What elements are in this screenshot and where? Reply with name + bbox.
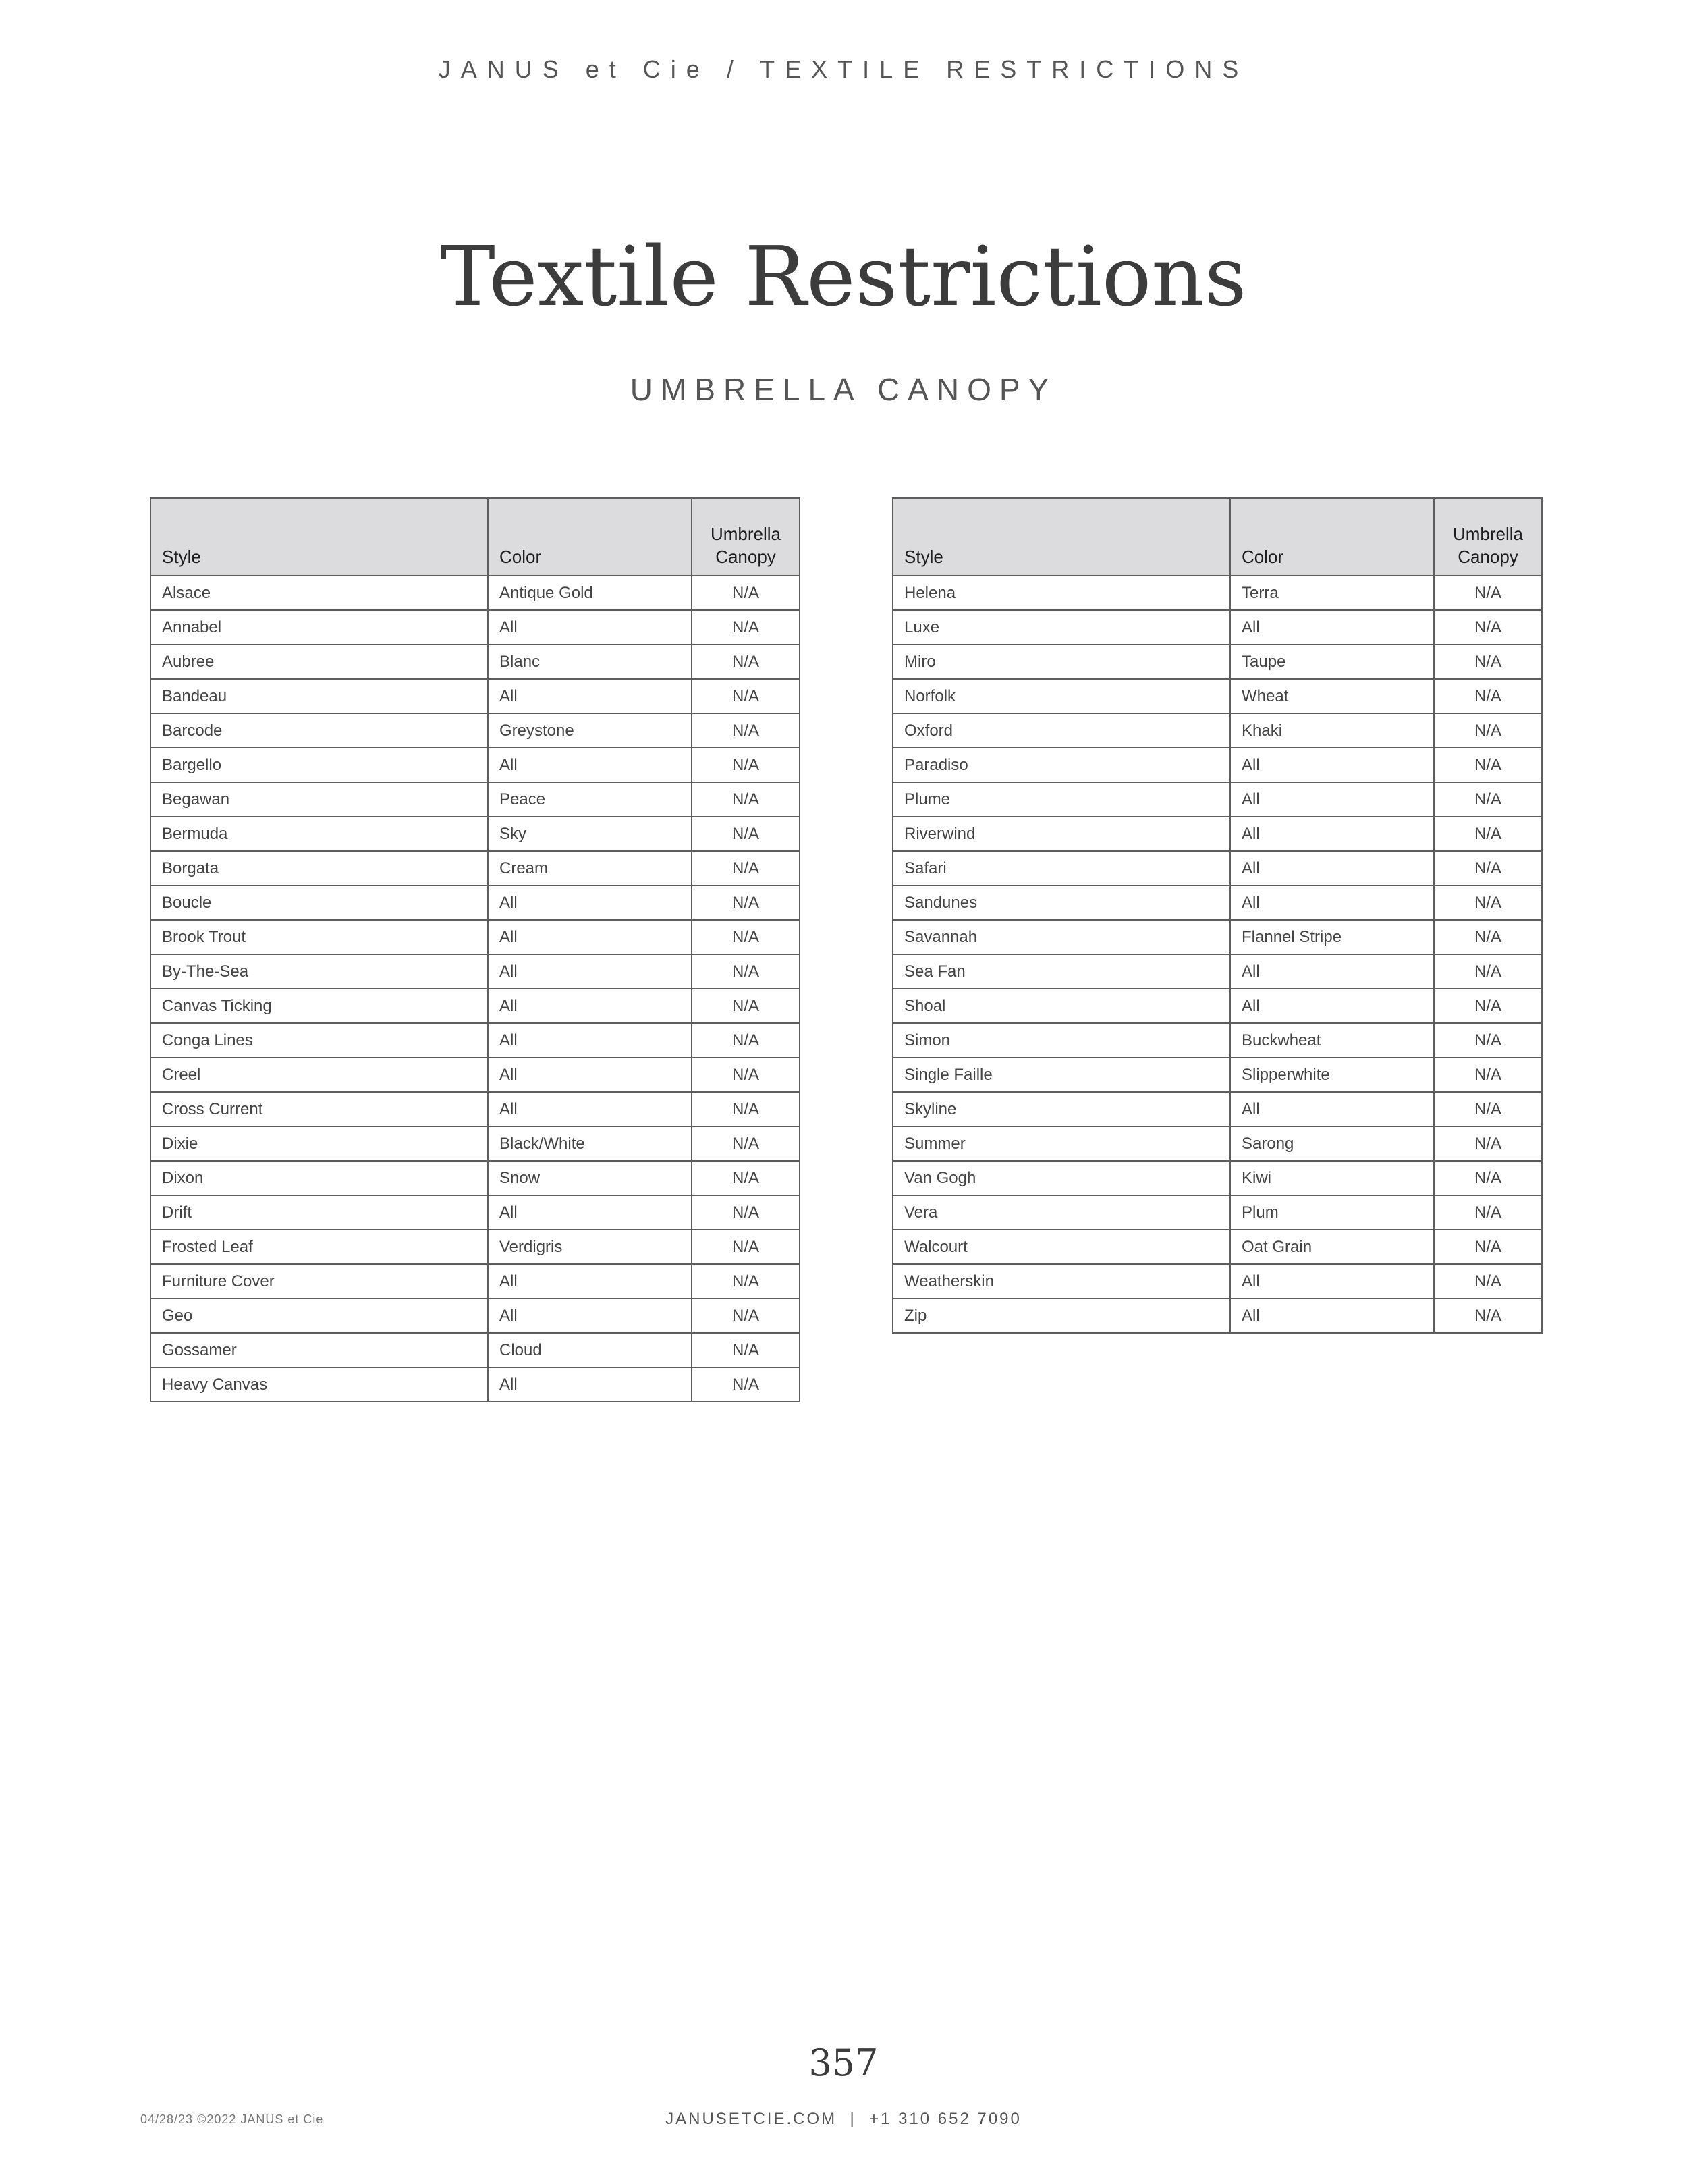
cell-color: All xyxy=(1230,817,1434,851)
table-row xyxy=(893,885,1542,920)
cell-umbrella-canopy: N/A xyxy=(1434,851,1542,885)
cell-style: Brook Trout xyxy=(150,920,488,954)
cell-color: Slipperwhite xyxy=(1230,1058,1434,1092)
cell-color: All xyxy=(488,1092,692,1126)
table-row xyxy=(893,1126,1542,1161)
table-row xyxy=(150,576,800,610)
cell-color: All xyxy=(488,1023,692,1058)
cell-color: Cloud xyxy=(488,1333,692,1367)
table-row xyxy=(150,1230,800,1264)
cell-style: Vera xyxy=(893,1195,1230,1230)
page-subtitle: UMBRELLA CANOPY xyxy=(630,372,1057,407)
cell-color: Oat Grain xyxy=(1230,1230,1434,1264)
cell-color: Black/White xyxy=(488,1126,692,1161)
cell-umbrella-canopy: N/A xyxy=(692,1195,800,1230)
cell-style: Savannah xyxy=(893,920,1230,954)
cell-umbrella-canopy: N/A xyxy=(1434,1195,1542,1230)
table-row xyxy=(893,1195,1542,1230)
cell-style: Norfolk xyxy=(893,679,1230,713)
table-row xyxy=(893,817,1542,851)
cell-color: All xyxy=(488,1195,692,1230)
table-row xyxy=(150,713,800,748)
cell-umbrella-canopy: N/A xyxy=(1434,1230,1542,1264)
table-row xyxy=(150,1023,800,1058)
table-row xyxy=(150,1299,800,1333)
cell-style: Bargello xyxy=(150,748,488,782)
table-row xyxy=(150,817,800,851)
table-row xyxy=(893,1230,1542,1264)
table-header-row xyxy=(150,498,800,576)
cell-color: Peace xyxy=(488,782,692,817)
cell-umbrella-canopy: N/A xyxy=(1434,645,1542,679)
table-row xyxy=(893,782,1542,817)
table-row xyxy=(893,1058,1542,1092)
cell-style: Annabel xyxy=(150,610,488,645)
cell-style: Sandunes xyxy=(893,885,1230,920)
cell-style: Alsace xyxy=(150,576,488,610)
table-row xyxy=(893,610,1542,645)
table-row xyxy=(150,989,800,1023)
cell-style: Single Faille xyxy=(893,1058,1230,1092)
table-row xyxy=(150,851,800,885)
table-body xyxy=(893,576,1542,1333)
cell-color: All xyxy=(1230,782,1434,817)
cell-color: All xyxy=(488,989,692,1023)
cell-style: Drift xyxy=(150,1195,488,1230)
cell-color: Snow xyxy=(488,1161,692,1195)
cell-color: Wheat xyxy=(1230,679,1434,713)
table-row xyxy=(893,1023,1542,1058)
cell-umbrella-canopy: N/A xyxy=(692,610,800,645)
footer-date-copyright: 04/28/23 ©2022 JANUS et Cie xyxy=(140,2112,324,2126)
cell-style: Walcourt xyxy=(893,1230,1230,1264)
cell-color: All xyxy=(488,954,692,989)
cell-style: Bandeau xyxy=(150,679,488,713)
column-header-umbrella-canopy: Umbrella Canopy xyxy=(1434,498,1542,576)
cell-umbrella-canopy: N/A xyxy=(692,1023,800,1058)
table-row xyxy=(150,1333,800,1367)
cell-style: Bermuda xyxy=(150,817,488,851)
cell-color: Taupe xyxy=(1230,645,1434,679)
cell-style: Cross Current xyxy=(150,1092,488,1126)
cell-style: Riverwind xyxy=(893,817,1230,851)
cell-color: All xyxy=(488,1058,692,1092)
cell-color: All xyxy=(1230,1299,1434,1333)
cell-umbrella-canopy: N/A xyxy=(692,851,800,885)
cell-umbrella-canopy: N/A xyxy=(692,989,800,1023)
cell-color: Blanc xyxy=(488,645,692,679)
cell-style: Creel xyxy=(150,1058,488,1092)
cell-style: Oxford xyxy=(893,713,1230,748)
cell-umbrella-canopy: N/A xyxy=(1434,1161,1542,1195)
cell-style: Furniture Cover xyxy=(150,1264,488,1299)
table-row xyxy=(893,645,1542,679)
cell-umbrella-canopy: N/A xyxy=(692,1299,800,1333)
table-row xyxy=(150,1126,800,1161)
cell-umbrella-canopy: N/A xyxy=(1434,610,1542,645)
cell-umbrella-canopy: N/A xyxy=(692,1264,800,1299)
cell-style: Canvas Ticking xyxy=(150,989,488,1023)
cell-color: Cream xyxy=(488,851,692,885)
restrictions-table-left xyxy=(150,497,800,1402)
table-body xyxy=(150,576,800,1402)
column-header-style: Style xyxy=(893,498,1230,576)
table-row xyxy=(150,679,800,713)
cell-umbrella-canopy: N/A xyxy=(692,1333,800,1367)
cell-umbrella-canopy: N/A xyxy=(692,1230,800,1264)
cell-style: Summer xyxy=(893,1126,1230,1161)
cell-umbrella-canopy: N/A xyxy=(1434,1264,1542,1299)
table-row xyxy=(150,920,800,954)
cell-umbrella-canopy: N/A xyxy=(692,1126,800,1161)
cell-umbrella-canopy: N/A xyxy=(1434,1058,1542,1092)
cell-umbrella-canopy: N/A xyxy=(1434,713,1542,748)
cell-style: Skyline xyxy=(893,1092,1230,1126)
table-row xyxy=(150,610,800,645)
table-row xyxy=(150,1058,800,1092)
cell-color: All xyxy=(488,885,692,920)
table-row xyxy=(150,748,800,782)
cell-color: All xyxy=(1230,748,1434,782)
table-row xyxy=(150,645,800,679)
cell-color: All xyxy=(488,1264,692,1299)
running-header: JANUS et Cie / TEXTILE RESTRICTIONS xyxy=(438,55,1249,83)
cell-color: All xyxy=(1230,1092,1434,1126)
cell-umbrella-canopy: N/A xyxy=(1434,954,1542,989)
cell-style: Van Gogh xyxy=(893,1161,1230,1195)
table-row xyxy=(150,1367,800,1402)
cell-umbrella-canopy: N/A xyxy=(1434,1126,1542,1161)
cell-umbrella-canopy: N/A xyxy=(1434,920,1542,954)
cell-color: All xyxy=(488,679,692,713)
table-row xyxy=(150,1264,800,1299)
cell-color: Sarong xyxy=(1230,1126,1434,1161)
table-row xyxy=(893,576,1542,610)
cell-color: Plum xyxy=(1230,1195,1434,1230)
cell-color: All xyxy=(1230,851,1434,885)
cell-color: Kiwi xyxy=(1230,1161,1434,1195)
cell-umbrella-canopy: N/A xyxy=(1434,989,1542,1023)
column-header-color: Color xyxy=(1230,498,1434,576)
cell-umbrella-canopy: N/A xyxy=(692,1058,800,1092)
column-header-color: Color xyxy=(488,498,692,576)
cell-style: Simon xyxy=(893,1023,1230,1058)
cell-umbrella-canopy: N/A xyxy=(692,1092,800,1126)
cell-style: Gossamer xyxy=(150,1333,488,1367)
cell-style: Barcode xyxy=(150,713,488,748)
table-row xyxy=(893,679,1542,713)
table-row xyxy=(893,748,1542,782)
table-row xyxy=(150,1195,800,1230)
cell-umbrella-canopy: N/A xyxy=(692,1367,800,1402)
cell-color: All xyxy=(488,1367,692,1402)
footer-contact: JANUSETCIE.COM | +1 310 652 7090 xyxy=(665,2110,1022,2128)
cell-color: All xyxy=(1230,1264,1434,1299)
cell-umbrella-canopy: N/A xyxy=(692,920,800,954)
cell-color: All xyxy=(1230,954,1434,989)
cell-umbrella-canopy: N/A xyxy=(1434,885,1542,920)
table-row xyxy=(893,1161,1542,1195)
table-header-row xyxy=(893,498,1542,576)
cell-color: Terra xyxy=(1230,576,1434,610)
cell-color: All xyxy=(488,920,692,954)
cell-color: Buckwheat xyxy=(1230,1023,1434,1058)
cell-umbrella-canopy: N/A xyxy=(1434,679,1542,713)
cell-style: Begawan xyxy=(150,782,488,817)
cell-umbrella-canopy: N/A xyxy=(692,713,800,748)
table-row xyxy=(893,1299,1542,1333)
table-row xyxy=(893,1264,1542,1299)
page-title: Textile Restrictions xyxy=(440,229,1247,325)
table-row xyxy=(150,1161,800,1195)
table-row xyxy=(150,885,800,920)
cell-style: Conga Lines xyxy=(150,1023,488,1058)
cell-style: Luxe xyxy=(893,610,1230,645)
cell-umbrella-canopy: N/A xyxy=(692,645,800,679)
cell-color: Antique Gold xyxy=(488,576,692,610)
page-number: 357 xyxy=(808,2042,879,2084)
cell-style: Paradiso xyxy=(893,748,1230,782)
cell-style: Boucle xyxy=(150,885,488,920)
cell-color: All xyxy=(1230,610,1434,645)
table-row xyxy=(893,713,1542,748)
cell-color: All xyxy=(488,748,692,782)
cell-umbrella-canopy: N/A xyxy=(692,679,800,713)
cell-color: Verdigris xyxy=(488,1230,692,1264)
cell-style: Dixie xyxy=(150,1126,488,1161)
cell-color: Flannel Stripe xyxy=(1230,920,1434,954)
cell-umbrella-canopy: N/A xyxy=(692,576,800,610)
cell-style: Miro xyxy=(893,645,1230,679)
cell-umbrella-canopy: N/A xyxy=(1434,748,1542,782)
cell-style: Safari xyxy=(893,851,1230,885)
cell-style: By-The-Sea xyxy=(150,954,488,989)
cell-color: All xyxy=(1230,885,1434,920)
table-row xyxy=(150,954,800,989)
cell-style: Plume xyxy=(893,782,1230,817)
table-row xyxy=(893,1092,1542,1126)
cell-color: Khaki xyxy=(1230,713,1434,748)
table-row xyxy=(893,989,1542,1023)
cell-umbrella-canopy: N/A xyxy=(1434,1092,1542,1126)
cell-color: Greystone xyxy=(488,713,692,748)
cell-style: Dixon xyxy=(150,1161,488,1195)
table-row xyxy=(893,851,1542,885)
cell-umbrella-canopy: N/A xyxy=(692,782,800,817)
cell-umbrella-canopy: N/A xyxy=(692,1161,800,1195)
cell-style: Shoal xyxy=(893,989,1230,1023)
table-row xyxy=(150,1092,800,1126)
column-header-umbrella-canopy: Umbrella Canopy xyxy=(692,498,800,576)
cell-umbrella-canopy: N/A xyxy=(1434,1023,1542,1058)
cell-style: Helena xyxy=(893,576,1230,610)
cell-style: Heavy Canvas xyxy=(150,1367,488,1402)
cell-umbrella-canopy: N/A xyxy=(1434,1299,1542,1333)
cell-umbrella-canopy: N/A xyxy=(692,954,800,989)
table-row xyxy=(893,954,1542,989)
cell-style: Frosted Leaf xyxy=(150,1230,488,1264)
cell-style: Weatherskin xyxy=(893,1264,1230,1299)
cell-umbrella-canopy: N/A xyxy=(1434,576,1542,610)
cell-color: All xyxy=(488,1299,692,1333)
column-header-style: Style xyxy=(150,498,488,576)
cell-style: Borgata xyxy=(150,851,488,885)
table-row xyxy=(150,782,800,817)
cell-umbrella-canopy: N/A xyxy=(1434,782,1542,817)
cell-umbrella-canopy: N/A xyxy=(692,885,800,920)
cell-color: All xyxy=(488,610,692,645)
cell-umbrella-canopy: N/A xyxy=(1434,817,1542,851)
cell-style: Geo xyxy=(150,1299,488,1333)
cell-style: Aubree xyxy=(150,645,488,679)
table-row xyxy=(893,920,1542,954)
cell-style: Sea Fan xyxy=(893,954,1230,989)
cell-style: Zip xyxy=(893,1299,1230,1333)
cell-color: All xyxy=(1230,989,1434,1023)
cell-color: Sky xyxy=(488,817,692,851)
cell-umbrella-canopy: N/A xyxy=(692,817,800,851)
cell-umbrella-canopy: N/A xyxy=(692,748,800,782)
restrictions-table-right xyxy=(892,497,1543,1334)
